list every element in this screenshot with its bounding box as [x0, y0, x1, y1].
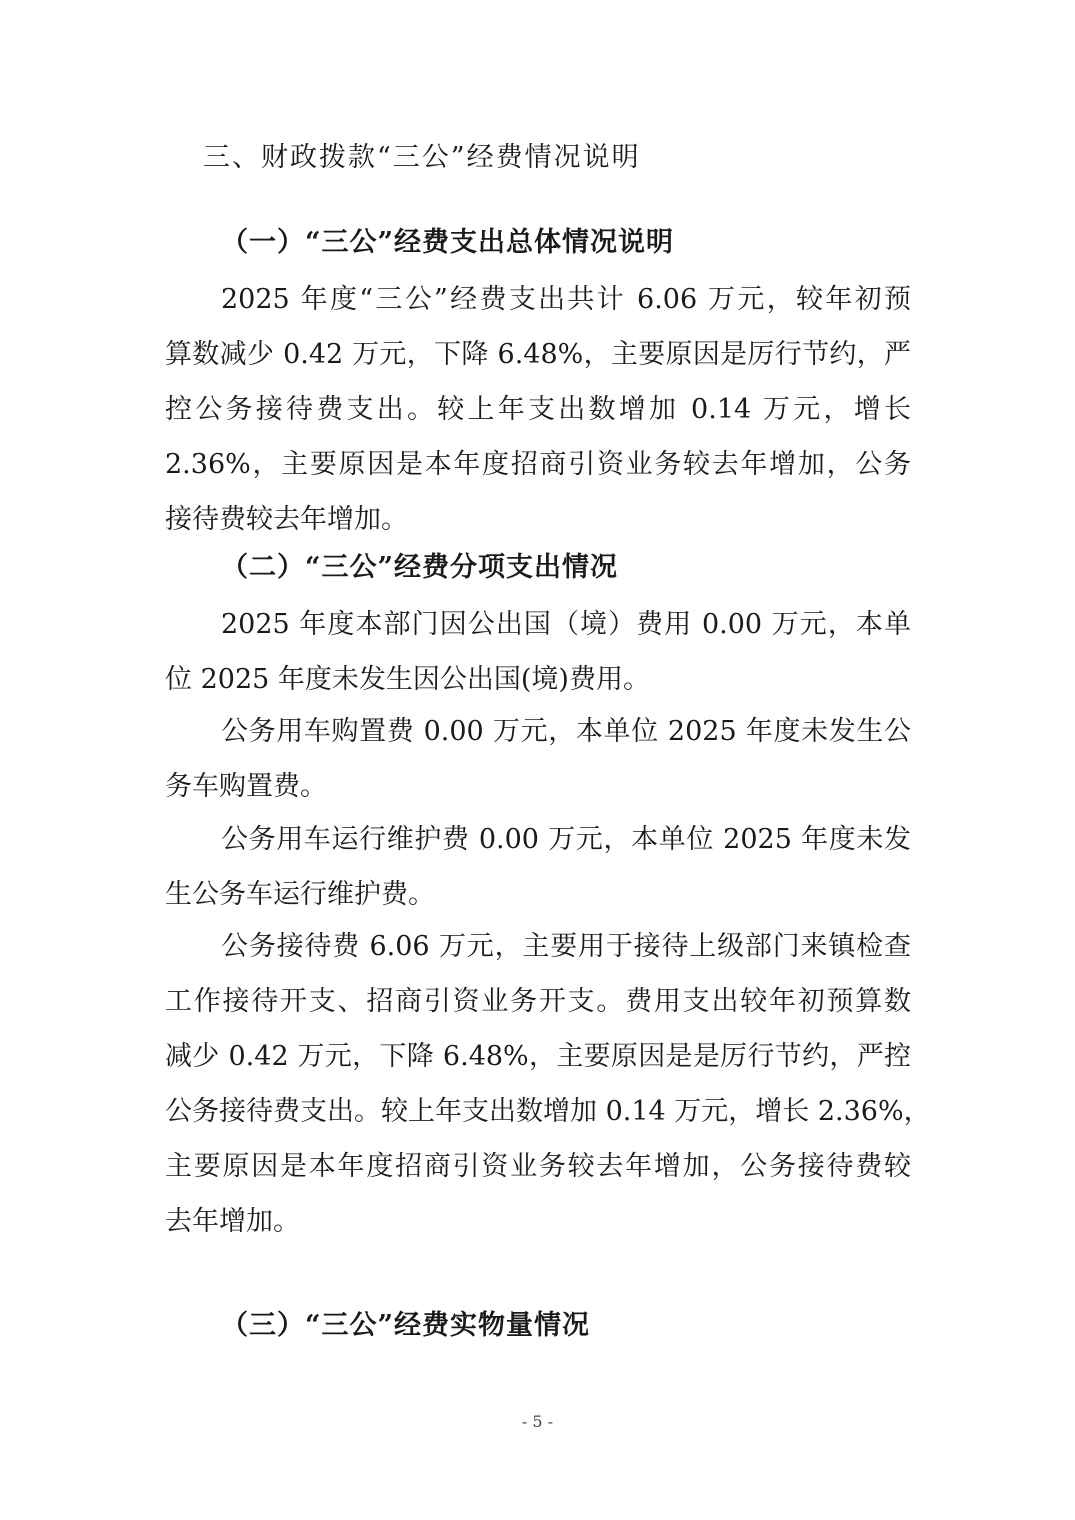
- paragraph-line: 减少 0.42 万元，下降 6.48%，主要原因是是厉行节约，严控: [165, 1041, 911, 1072]
- paragraph-line: 位 2025 年度未发生因公出国(境)费用。: [165, 664, 650, 695]
- subheading-itemized: （二）“三公”经费分项支出情况: [221, 552, 619, 583]
- paragraph-line: 2025 年度本部门因公出国（境）费用 0.00 万元，本单: [221, 609, 911, 640]
- paragraph-line: 公务接待费支出。较上年支出数增加 0.14 万元，增长 2.36%，: [165, 1096, 931, 1127]
- paragraph-line: 公务用车购置费 0.00 万元，本单位 2025 年度未发生公: [221, 716, 911, 747]
- paragraph-line: 算数减少 0.42 万元，下降 6.48%，主要原因是厉行节约，严: [165, 339, 911, 370]
- paragraph-line: 生公务车运行维护费。: [165, 879, 435, 910]
- subheading-overall: （一）“三公”经费支出总体情况说明: [221, 227, 675, 258]
- paragraph-line: 公务用车运行维护费 0.00 万元，本单位 2025 年度未发: [221, 824, 911, 855]
- paragraph-line: 公务接待费 6.06 万元，主要用于接待上级部门来镇检查: [221, 931, 911, 962]
- paragraph-line: 工作接待开支、招商引资业务开支。费用支出较年初预算数: [165, 986, 911, 1017]
- paragraph-line: 去年增加。: [165, 1206, 300, 1237]
- page-number: - 5 -: [521, 1412, 554, 1431]
- paragraph-line: 2.36%，主要原因是本年度招商引资业务较去年增加，公务: [165, 449, 911, 480]
- subheading-physical-quantity: （三）“三公”经费实物量情况: [221, 1310, 591, 1341]
- paragraph-line: 控公务接待费支出。较上年支出数增加 0.14 万元，增长: [165, 394, 911, 425]
- paragraph-line: 2025 年度“三公”经费支出共计 6.06 万元，较年初预: [221, 284, 911, 315]
- paragraph-line: 主要原因是本年度招商引资业务较去年增加，公务接待费较: [165, 1151, 911, 1182]
- paragraph-line: 接待费较去年增加。: [165, 504, 408, 535]
- section-title: 三、财政拨款“三公”经费情况说明: [203, 142, 641, 173]
- paragraph-line: 务车购置费。: [165, 771, 327, 802]
